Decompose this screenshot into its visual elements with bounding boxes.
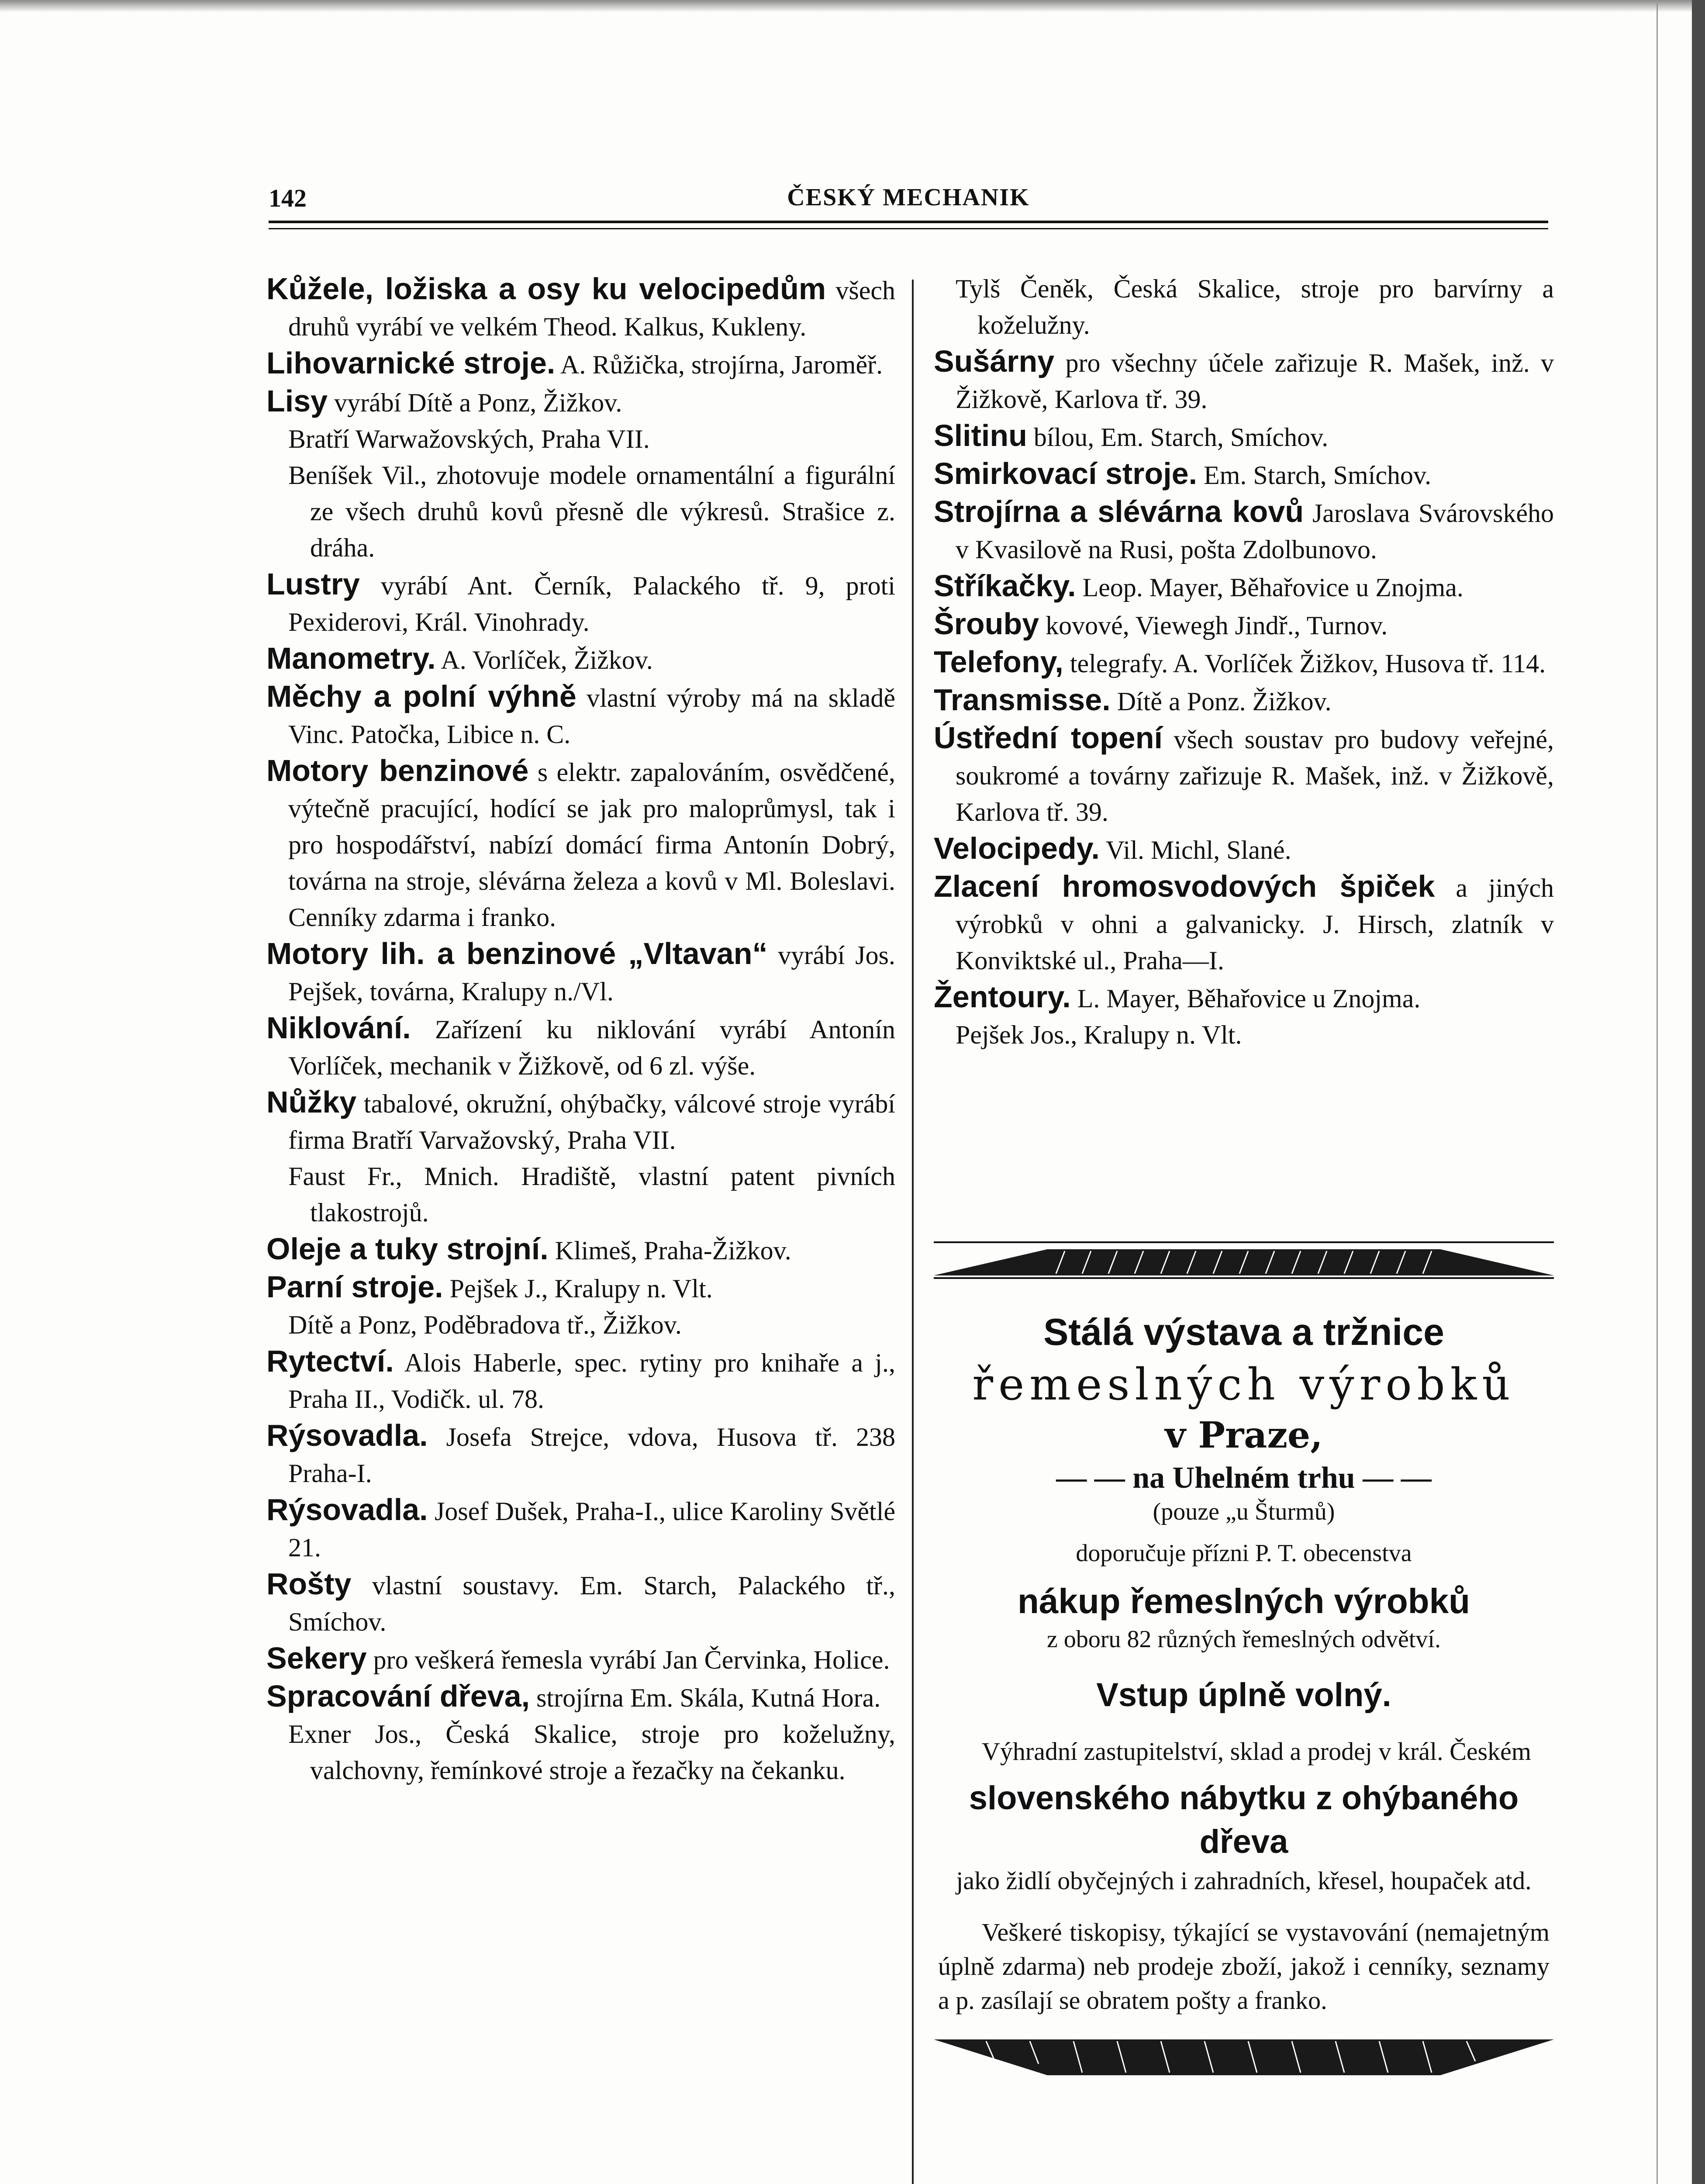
ad-entry: Vstup úplně volný.	[1096, 1676, 1391, 1714]
scan-edge-right	[1692, 0, 1705, 2184]
page-number: 142	[269, 184, 307, 212]
entry-text: a jiných výrobků v ohni a galvanicky. J. Hirsch, zlatník v Konviktské ul., Praha—I.	[956, 874, 1554, 975]
entry-keyword: Spracování dřeva,	[266, 1679, 530, 1713]
directory-entry	[934, 644, 1554, 682]
entry-keyword: Motory lih. a benzinové „Vltavan“	[266, 936, 768, 971]
entry-keyword: Žentoury.	[934, 980, 1071, 1014]
entry-keyword: Lisy	[266, 384, 328, 418]
directory-entry	[266, 1417, 895, 1492]
directory-entry	[266, 678, 895, 753]
directory-entry	[266, 1492, 895, 1566]
entry-text: Dítě a Ponz. Žižkov.	[1117, 687, 1332, 716]
directory-entry	[266, 936, 895, 1010]
entry-text: Em. Starch, Smíchov.	[1204, 461, 1432, 490]
directory-entry	[266, 1640, 895, 1678]
ad-furniture: slovenského nábytku z ohýbaného dřeva	[969, 1780, 1519, 1860]
entry-keyword: Rošty	[266, 1567, 352, 1601]
ad-city: v Praze,	[1165, 1414, 1323, 1456]
directory-entry	[934, 682, 1554, 720]
directory-entry	[266, 1566, 895, 1640]
directory-entry	[934, 568, 1554, 606]
entry-keyword: Nůžky	[266, 1085, 357, 1119]
directory-entry	[934, 979, 1554, 1017]
directory-subentry: Exner Jos., Česká Skalice, stroje pro koželužny, valchovny, řemínkové stroje a řezačky na čekanku.	[288, 1720, 895, 1785]
ad-branches: z oboru 82 různých řemeslných odvětví.	[1047, 1626, 1441, 1653]
entry-text: Jaroslava Svárovského v Kvasilově na Rusi, pošta Zdolbunovo.	[956, 499, 1554, 564]
entry-text: Alois Haberle, spec. rytiny pro knihaře a j., Praha II., Vodičk. ul. 78.	[288, 1348, 895, 1413]
entry-keyword: Transmisse.	[934, 683, 1111, 717]
entry-keyword: Měchy a polní výhně	[266, 679, 576, 713]
entry-text: Zařízení ku niklování vyrábí Antonín Vorlíček, mechanik v Žižkově, od 6 zl. výše.	[288, 1015, 896, 1080]
entry-text: A. Vorlíček, Žižkov.	[441, 646, 653, 674]
entry-text: strojírna Em. Skála, Kutná Hora.	[536, 1683, 881, 1712]
entry-text: tabalové, okružní, ohýbačky, válcové stroje vyrábí firma Bratří Varvažovský, Praha VII.	[288, 1089, 895, 1154]
entry-keyword: Sekery	[266, 1641, 367, 1675]
entry-keyword: Stříkačky.	[934, 569, 1076, 603]
entry-text: vyrábí Ant. Černík, Palackého tř. 9, proti Pexiderovi, Král. Vinohrady.	[288, 571, 896, 636]
scan-edge-line	[1657, 0, 1658, 2184]
directory-entry	[934, 868, 1554, 979]
entry-text: bílou, Em. Starch, Smíchov.	[1033, 423, 1329, 452]
entry-keyword: Šrouby	[934, 607, 1039, 641]
directory-entry	[934, 720, 1554, 830]
directory-entry	[266, 1269, 895, 1307]
directory-entry	[934, 418, 1554, 456]
entry-text: Leop. Mayer, Běhařovice u Znojma.	[1082, 573, 1463, 602]
entry-keyword: Rytectví.	[266, 1344, 394, 1378]
directory-entry	[266, 566, 895, 640]
directory-entry	[934, 343, 1554, 418]
directory-entry	[266, 1084, 895, 1158]
header-rule	[269, 221, 1548, 223]
directory-entry	[266, 753, 895, 936]
directory-entry	[266, 1678, 895, 1716]
entry-keyword: Zlacení hromosvodových špiček	[934, 869, 1435, 903]
directory-entry	[266, 383, 895, 421]
entry-text: s elektr. zapalováním, osvědčené, výtečně pracující, hodící se jak pro maloprůmysl, tak i pro hospodářství, nabízí domácí firma Antonín Dobrý, továrna na stroje, slévárna železa a kovů v Ml. Boleslavi. Cenníky zdarma i franko.	[288, 758, 895, 932]
directory-entry	[934, 456, 1554, 494]
ad-place: — — na Uhelném trhu — —	[1056, 1461, 1432, 1495]
entry-text: všech druhů vyrábí ve velkém Theod. Kalkus, Kukleny.	[288, 276, 895, 341]
advertisement	[934, 1241, 1554, 2079]
header-rule-thin	[269, 228, 1548, 229]
entry-text: L. Mayer, Běhařovice u Znojma.	[1077, 984, 1421, 1013]
ad-closing: Veškeré tiskopisy, týkající se vystavování (nemajetným úplně zdarma) neb prodeje zboží, jakož i cenníky, seznamy a p. zasílají se obratem pošty a franko.	[938, 1918, 1550, 2015]
entry-keyword: Telefony,	[934, 645, 1063, 679]
entry-text: vlastní výroby má na skladě Vinc. Patočka, Libice n. C.	[288, 684, 896, 749]
entry-keyword: Lihovarnické stroje.	[266, 346, 556, 380]
directory-subentry: Beníšek Vil., zhotovuje modele ornamentální a figurální ze všech druhů kovů přesně dle výkresů. Strašice z. dráha.	[288, 461, 895, 562]
entry-text: vyrábí Dítě a Ponz, Žižkov.	[334, 388, 622, 417]
entry-keyword: Niklování.	[266, 1011, 411, 1045]
ad-furniture-detail: jako židlí obyčejných i zahradních, křesel, houpaček atd.	[956, 1866, 1532, 1895]
directory-subentry: Tylš Čeněk, Česká Skalice, stroje pro barvírny a koželužny.	[956, 274, 1554, 339]
entry-text: Josefa Strejce, vdova, Husova tř. 238 Praha-I.	[288, 1423, 895, 1488]
directory-entry	[266, 1231, 895, 1269]
directory-entry	[266, 345, 895, 383]
ad-representation: Výhradní zastupitelství, sklad a prodej v král. Českém	[982, 1737, 1531, 1766]
scan-edge-top	[0, 0, 1705, 12]
entry-text: všech soustav pro budovy veřejné, soukromé a továrny zařizuje R. Mašek, inž. v Žižkově, Karlova tř. 39.	[956, 725, 1554, 826]
entry-keyword: Kůžele, ložiska a osy ku velocipedům	[266, 272, 826, 306]
directory-subentry: Bratří Warwažovských, Praha VII.	[288, 425, 650, 453]
entry-keyword: Velocipedy.	[934, 831, 1100, 865]
entry-text: pro veškerá řemesla vyrábí Jan Červinka, Holice.	[373, 1645, 890, 1674]
directory-subentry: Dítě a Ponz, Poděbradova tř., Žižkov.	[288, 1310, 682, 1339]
directory-subentry: Faust Fr., Mnich. Hradiště, vlastní patent pivních tlakostrojů.	[288, 1162, 895, 1227]
ad-purchase: nákup řemeslných výrobků	[1018, 1582, 1470, 1621]
ad-recommend: doporučuje přízni P. T. obecenstva	[1076, 1540, 1412, 1567]
entry-text: Pejšek J., Kralupy n. Vlt.	[449, 1274, 713, 1303]
directory-entry	[266, 271, 895, 345]
entry-keyword: Manometry.	[266, 641, 436, 675]
entry-keyword: Rýsovadla.	[266, 1418, 428, 1452]
directory-entry	[934, 830, 1554, 868]
ad-note: (pouze „u Šturmů)	[1153, 1498, 1335, 1525]
entry-keyword: Motory benzinové	[266, 753, 529, 788]
directory-entry	[934, 606, 1554, 644]
entry-text: vyrábí Jos. Pejšek, továrna, Kralupy n./Vl.	[288, 941, 895, 1006]
entry-keyword: Ústřední topení	[934, 721, 1163, 755]
directory-entry	[934, 494, 1554, 568]
entry-keyword: Oleje a tuky strojní.	[266, 1232, 549, 1266]
ornament-bottom-icon	[934, 2035, 1554, 2079]
entry-keyword: Smirkovací stroje.	[934, 456, 1198, 491]
entry-text: Josef Dušek, Praha-I., ulice Karoliny Světlé 21.	[288, 1497, 896, 1562]
directory-entry	[266, 1343, 895, 1417]
right-column	[934, 271, 1554, 1053]
directory-entry	[266, 640, 895, 678]
entry-text: pro všechny účele zařizuje R. Mašek, inž. v Žižkově, Karlova tř. 39.	[956, 349, 1554, 414]
entry-keyword: Sušárny	[934, 344, 1055, 378]
directory-entry	[266, 1010, 895, 1084]
running-title: ČESKÝ MECHANIK	[787, 184, 1030, 211]
page-header	[269, 175, 1548, 214]
entry-text: Vil. Michl, Slané.	[1105, 836, 1291, 864]
entry-keyword: Parní stroje.	[266, 1270, 443, 1304]
entry-text: telegrafy. A. Vorlíček Žižkov, Husova tř. 114.	[1070, 649, 1546, 678]
entry-text: Klimeš, Praha-Žižkov.	[555, 1236, 791, 1265]
ornament-top-icon	[934, 1241, 1554, 1280]
entry-keyword: Strojírna a slévárna kovů	[934, 494, 1304, 529]
directory-subentry: Pejšek Jos., Kralupy n. Vlt.	[956, 1020, 1242, 1049]
entry-keyword: Lustry	[266, 567, 360, 601]
entry-keyword: Slitinu	[934, 418, 1027, 453]
ad-title: Stálá výstava a tržnice	[1043, 1311, 1444, 1353]
column-divider	[912, 280, 914, 2184]
entry-keyword: Rýsovadla.	[266, 1493, 428, 1527]
entry-text: vlastní soustavy. Em. Starch, Palackého tř., Smíchov.	[288, 1571, 895, 1636]
left-column	[266, 271, 895, 1789]
entry-text: kovové, Viewegh Jindř., Turnov.	[1046, 611, 1388, 640]
entry-text: A. Růžička, strojírna, Jaroměř.	[560, 350, 883, 379]
ad-subtitle: řemeslných výrobků	[972, 1359, 1515, 1410]
